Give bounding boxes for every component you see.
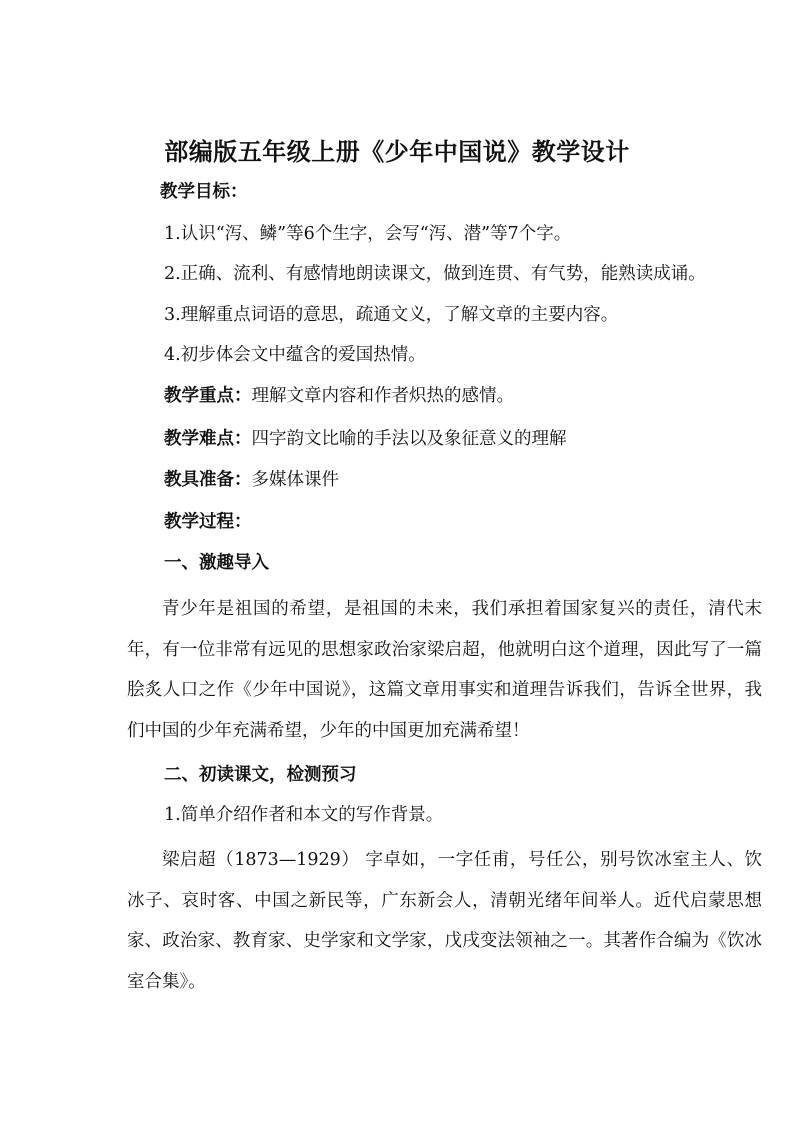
- section2-heading: 二、初读课文，检测预习: [164, 765, 357, 785]
- section2-item-1: 1.简单介绍作者和本文的写作背景。: [164, 805, 444, 825]
- document-title: 部编版五年级上册《少年中国说》教学设计: [164, 138, 630, 166]
- goals-heading: 教学目标：: [160, 182, 248, 202]
- materials-text: 多媒体课件: [251, 470, 339, 490]
- section1-paragraph: 青少年是祖国的希望，是祖国的未来，我们承担着国家复兴的责任，清代末年，有一位非常有远见的思想家政治家梁启超，他就明白这个道理，因此写了一篇脍炙人口之作《少年中国说》，这篇文章用事实和道理告诉我们，告诉全世界，我们中国的少年充满希望，少年的中国更加充满希望！: [127, 599, 762, 741]
- goal-item-3: 3.理解重点词语的意思，疏通文义，了解文章的主要内容。: [164, 305, 619, 325]
- materials-label: 教具准备：: [164, 470, 252, 490]
- keypoint-label: 教学重点：: [164, 386, 252, 406]
- materials-row: [164, 468, 339, 492]
- difficulty-label: 教学难点：: [164, 429, 252, 449]
- keypoint-text: 理解文章内容和作者炽热的感情。: [251, 386, 514, 406]
- section1-heading: 一、激趣导入: [164, 553, 269, 573]
- section2-paragraph: 梁启超（1873—1929） 字卓如，一字任甫，号任公，别号饮冰室主人、饮冰子、哀时客、中国之新民等，广东新会人，清朝光绪年间举人。近代启蒙思想家、政治家、教育家、史学家和文学家，戊戌变法领袖之一。其著作合编为《饮冰室合集》。: [127, 850, 762, 992]
- goal-item-2: 2.正确、流利、有感情地朗读课文，做到连贯、有气势，能熟读成诵。: [164, 264, 706, 284]
- goal-item-4: 4.初步体会文中蕴含的爱国热情。: [164, 345, 426, 365]
- keypoint-row: [164, 384, 514, 408]
- difficulty-text: 四字韵文比喻的手法以及象征意义的理解: [251, 429, 567, 449]
- process-heading: 教学过程：: [164, 512, 252, 532]
- difficulty-row: [164, 427, 567, 451]
- goal-item-1: 1.认识“泻、鳞”等6个生字，会写“泻、潜”等7个字。: [164, 224, 572, 244]
